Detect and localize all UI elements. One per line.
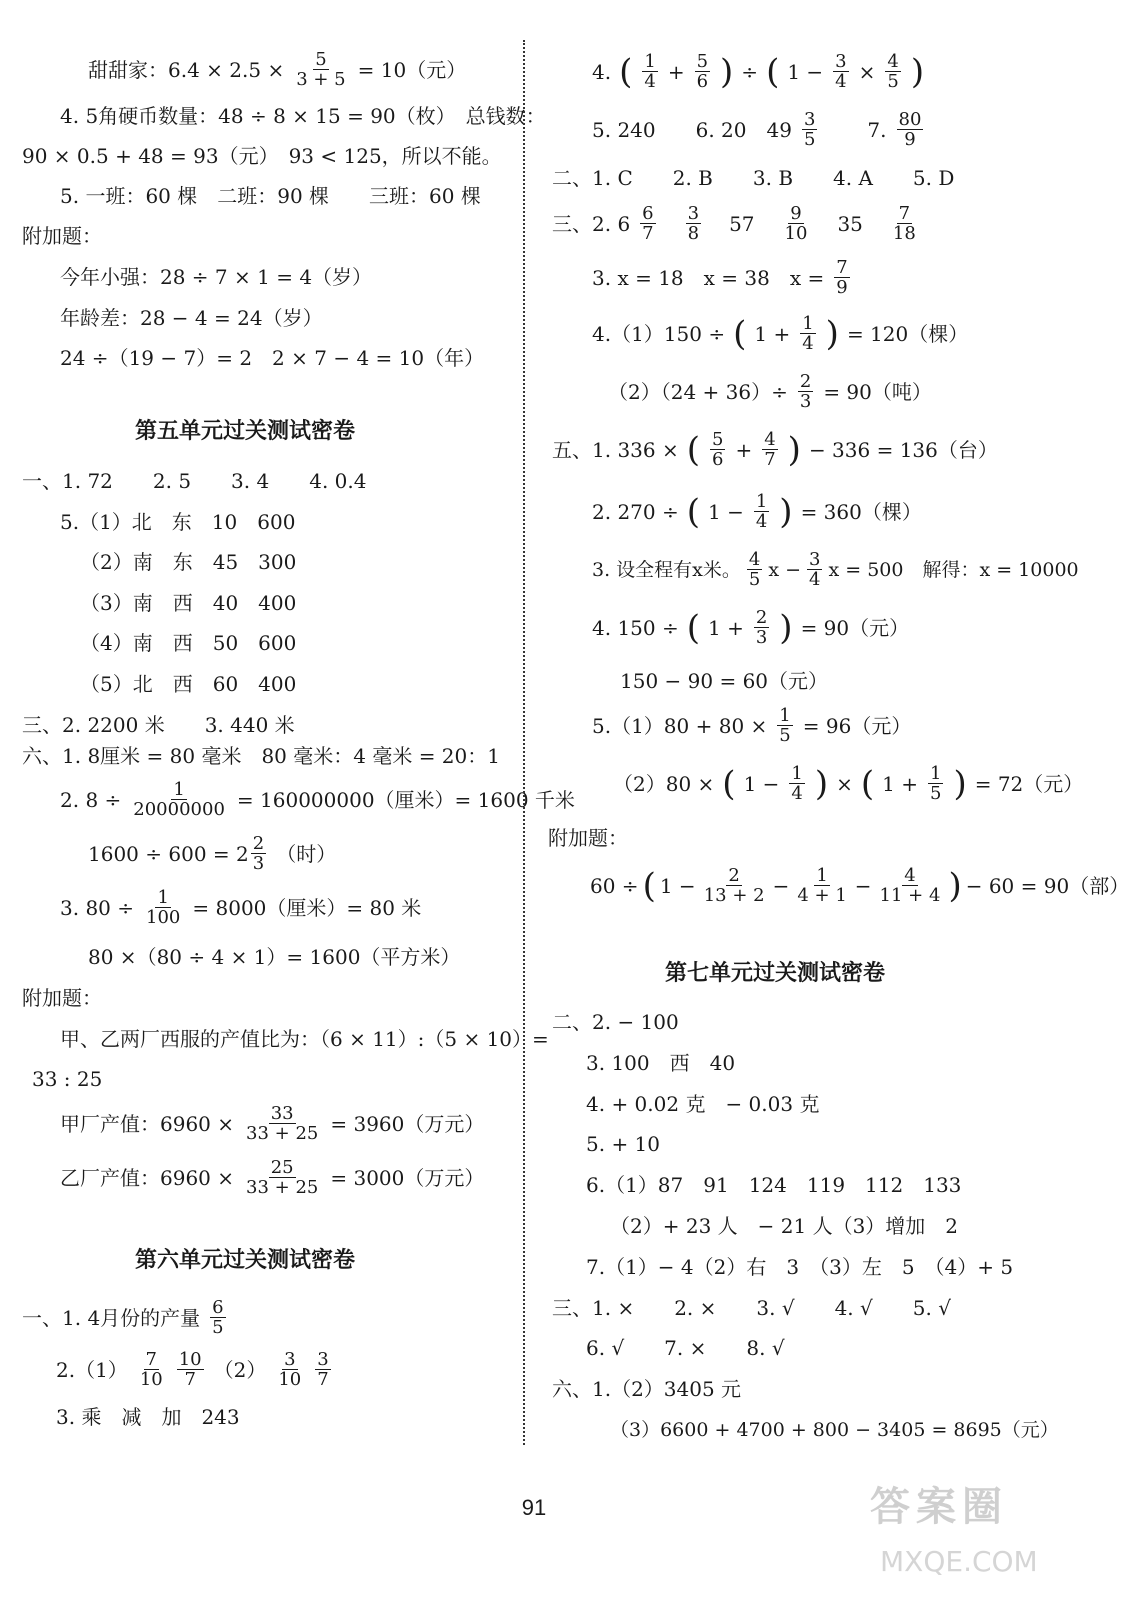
text: （2）80 × [613, 771, 715, 796]
fraction: $\frac{4}{11 + 4}$ [879, 865, 941, 906]
text: = 90（元） [800, 615, 910, 640]
fraction: $\frac{6}{7}$ [642, 203, 654, 244]
text: 5.（1）80 + 80 × [592, 713, 768, 738]
answer-line [88, 834, 336, 873]
watermark-url: MXQE.COM [880, 1545, 1038, 1578]
answer-line: 3. 100 西 40 [586, 1051, 736, 1075]
text: 1 − [787, 59, 824, 84]
answer-line [608, 372, 932, 411]
fraction: $\frac{6}{5}$ [212, 1297, 224, 1338]
page-number: 91 [521, 1495, 547, 1520]
fraction: $\frac{7}{10}$ [139, 1349, 163, 1390]
text: 1 + [708, 615, 744, 640]
text: 2. 270 ÷ [592, 499, 679, 524]
text: 一、1. 4月份的产量 [22, 1305, 201, 1330]
fraction: $\frac{2}{13 + 2}$ [703, 865, 765, 906]
fraction: $\frac{7}{9}$ [836, 257, 848, 298]
text: （2）（24 + 36）÷ [608, 379, 788, 404]
text: 3. x = 18 x = 38 x = [592, 265, 825, 290]
fraction: $\frac{7}{18}$ [892, 203, 916, 244]
section-label: 附加题： [22, 986, 102, 1010]
answer-line: 年龄差：28 − 4 = 24（岁） [60, 306, 323, 330]
text: × [858, 59, 876, 84]
text: 4. [592, 59, 612, 84]
fraction: $\frac{5}{6}$ [696, 51, 709, 92]
fraction: $\frac{5}{3 + 5}$ [296, 49, 346, 90]
text: x = 500 解得：x = 10000 [828, 558, 1079, 581]
fraction: $\frac{2}{3}$ [799, 371, 812, 412]
text: 7. [827, 117, 887, 142]
fraction: $\frac{9}{10}$ [784, 203, 808, 244]
text: 35 [837, 211, 863, 236]
text: = 3960（万元） [330, 1111, 485, 1136]
answer-line: 4. + 0.02 克 − 0.03 克 [586, 1092, 820, 1116]
fraction: $\frac{2}{3}$ [252, 833, 265, 874]
answer-line: （5）北 西 60 400 [80, 672, 297, 696]
fraction: $\frac{5}{6}$ [712, 429, 724, 470]
text: 甲厂产值：6960 × [60, 1111, 235, 1136]
fraction: $\frac{1}{4}$ [791, 763, 803, 804]
fraction: $\frac{3}{4}$ [809, 549, 821, 590]
answer-line: 三、1. × 2. × 3. √ 4. √ 5. √ [552, 1296, 951, 1320]
section-heading: 第七单元过关测试密卷 [665, 961, 886, 986]
answer-line: 六、1.（2）3405 元 [552, 1377, 742, 1401]
fraction: $\frac{1}{4 + 1}$ [797, 865, 847, 906]
text: 4.（1）150 ÷ [592, 321, 726, 346]
text: 1 + [754, 321, 791, 346]
answer-line: 今年小强：28 ÷ 7 × 1 = 4（岁） [60, 265, 373, 289]
right-column [535, 0, 1129, 1500]
text: = 72（元） [974, 771, 1084, 796]
answer-line [56, 1350, 333, 1389]
text: − [772, 873, 790, 898]
answer-line: （4）南 西 50 600 [80, 631, 297, 655]
answer-line: 33 : 25 [32, 1067, 103, 1091]
answer-line: 6. √ 7. × 8. √ [586, 1336, 785, 1360]
fraction: $\frac{4}{5}$ [887, 51, 899, 92]
fraction: $\frac{1}{20000000}$ [133, 779, 225, 820]
text: + [735, 437, 753, 462]
answer-line: 3. 乘 减 加 243 [56, 1405, 240, 1429]
fraction: $\frac{3}{5}$ [803, 109, 816, 150]
text: 1 − [659, 873, 696, 898]
fraction: $\frac{10}{7}$ [178, 1349, 202, 1390]
answer-line: （3）南 西 40 400 [80, 591, 297, 615]
text: + [667, 59, 685, 84]
watermark-logo [870, 1475, 1060, 1590]
fraction: $\frac{3}{8}$ [687, 203, 700, 244]
text: （2） [213, 1357, 267, 1382]
fraction: $\frac{4}{7}$ [764, 429, 776, 470]
answer-line: 2. 270 ÷ ( 1 − $\frac{1}{4}$ ) = 360（棵） [592, 491, 922, 532]
answer-line [592, 258, 852, 297]
text: − 60 = 90（部） [965, 873, 1129, 898]
answer-line [60, 1104, 484, 1143]
answer-line: 6.（1）87 91 124 119 112 133 [586, 1173, 962, 1197]
section-heading: 第五单元过关测试密卷 [135, 419, 356, 444]
answer-line: 24 ÷（19 − 7）= 2 2 × 7 − 4 = 10（年） [60, 346, 485, 370]
answer-line: 二、2. − 100 [552, 1010, 679, 1034]
text: 乙厂产值：6960 × [60, 1165, 235, 1190]
fraction: $\frac{25}{33 + 25}$ [246, 1157, 319, 1198]
fraction: $\frac{3}{7}$ [317, 1349, 329, 1390]
text: 1 + [882, 771, 918, 796]
text: = 8000（厘米）= 80 米 [192, 895, 422, 920]
text: − 336 = 136（台） [808, 437, 998, 462]
answer-line: 二、1. C 2. B 3. B 4. A 5. D [552, 166, 955, 190]
text: x − [768, 558, 802, 581]
answer-line: 7.（1）− 4（2）右 3 （3）左 5 （4）+ 5 [586, 1255, 1014, 1279]
text: − [854, 873, 872, 898]
text: 60 ÷ [590, 873, 639, 898]
answer-line: 5.（1）北 东 10 600 [60, 510, 296, 534]
text: 三、2. 6 [552, 211, 631, 236]
answer-line: （3）6600 + 4700 + 800 − 3405 = 8695（元） [610, 1419, 1059, 1441]
text: 1600 ÷ 600 = 2 [88, 841, 249, 866]
answer-line [60, 888, 421, 927]
fraction: $\frac{1}{100}$ [146, 887, 181, 928]
answer-line [60, 1158, 484, 1197]
text: = 10（元） [357, 57, 467, 82]
answer-line: （2）+ 23 人 − 21 人（3）增加 2 [610, 1214, 959, 1238]
watermark-title: 答案圈 [870, 1484, 1008, 1530]
answer-line: 80 ×（80 ÷ 4 × 1）= 1600（平方米） [88, 945, 461, 969]
text: 1 − [743, 771, 780, 796]
answer-line [592, 550, 1079, 589]
answer-line [22, 1298, 228, 1337]
left-column [0, 0, 575, 1500]
answer-line: （2）南 东 45 300 [80, 550, 297, 574]
answer-line: （2）80 × ( 1 − $\frac{1}{4}$ ) × ( 1 + $\frac{1}{5}$ ) = 72（元） [613, 763, 1084, 804]
answer-line: 甲、乙两厂西服的产值比为：（6 × 11）:（5 × 10）= [60, 1027, 549, 1051]
section-heading: 第六单元过关测试密卷 [135, 1248, 356, 1273]
text: 2. 8 ÷ [60, 787, 122, 812]
answer-line: 4. 5角硬币数量：48 ÷ 8 × 15 = 90（枚） 总钱数： [60, 104, 546, 128]
fraction: $\frac{1}{5}$ [930, 763, 942, 804]
fraction: $\frac{1}{4}$ [644, 51, 656, 92]
fraction: $\frac{2}{3}$ [755, 607, 768, 648]
text: ÷ [741, 59, 759, 84]
fraction: $\frac{3}{4}$ [835, 51, 847, 92]
fraction: $\frac{33}{33 + 25}$ [246, 1103, 319, 1144]
answer-line [592, 706, 911, 745]
text: 4. 150 ÷ [592, 615, 679, 640]
text: 57 [729, 211, 755, 236]
text: 3. 设全程有x米。 [592, 558, 741, 581]
answer-line [88, 50, 466, 89]
text: 五、1. 336 × [552, 437, 679, 462]
answer-line: 90 × 0.5 + 48 = 93（元） 93 < 125，所以不能。 [22, 144, 502, 168]
text: 1 − [708, 499, 744, 524]
text: × [836, 771, 853, 796]
text: 2.（1） [56, 1357, 128, 1382]
text: 5. 240 6. 20 49 [592, 117, 792, 142]
answer-line [60, 780, 575, 819]
fraction: $\frac{1}{5}$ [779, 705, 791, 746]
answer-line: 三、2. 2200 米 3. 440 米 [22, 713, 295, 737]
section-label: 附加题： [22, 224, 102, 248]
answer-line: 4. ( $\frac{1}{4}$ + $\frac{5}{6}$ ) ÷ ( 1 − $\frac{3}{4}$ × $\frac{4}{5}$ ) [592, 51, 925, 92]
fraction: $\frac{4}{5}$ [748, 549, 761, 590]
answer-line: 4. 150 ÷ ( 1 + $\frac{2}{3}$ ) = 90（元） [592, 607, 910, 648]
fraction: $\frac{80}{9}$ [898, 109, 922, 150]
answer-line: 六、1. 8厘米 = 80 毫米 80 毫米：4 毫米 = 20：1 [22, 744, 500, 768]
text: = 90（吨） [823, 379, 932, 404]
text: = 96（元） [802, 713, 912, 738]
text: = 3000（万元） [330, 1165, 485, 1190]
answer-line: 150 − 90 = 60（元） [620, 669, 829, 693]
fraction: $\frac{1}{4}$ [755, 491, 768, 532]
answer-line [552, 204, 920, 243]
text: = 160000000（厘米）= 1600 千米 [236, 787, 575, 812]
text: 甜甜家：6.4 × 2.5 × [88, 57, 285, 82]
answer-line: 5. + 10 [586, 1132, 661, 1156]
section-label: 附加题： [548, 826, 628, 850]
text: = 360（棵） [800, 499, 922, 524]
fraction: $\frac{3}{10}$ [278, 1349, 302, 1390]
answer-line: 5. 一班：60 棵 二班：90 棵 三班：60 棵 [60, 184, 481, 208]
text: （时） [276, 841, 337, 866]
text: = 120（棵） [846, 321, 969, 346]
answer-line [592, 110, 925, 149]
text: 3. 80 ÷ [60, 895, 135, 920]
answer-line: 4.（1）150 ÷ ( 1 + $\frac{1}{4}$ ) = 120（棵） [592, 313, 969, 354]
answer-line: 一、1. 72 2. 5 3. 4 4. 0.4 [22, 469, 367, 493]
answer-line: 60 ÷ ( 1 − $\frac{2}{13 + 2}$ − $\frac{1}{4 + 1}$ − $\frac{4}{11 + 4}$ ) − 60 = 90（部） [590, 865, 1129, 906]
answer-line: 五、1. 336 × ( $\frac{5}{6}$ + $\frac{4}{7}$ ) − 336 = 136（台） [552, 429, 998, 470]
column-divider [523, 40, 525, 1445]
fraction: $\frac{1}{4}$ [802, 313, 814, 354]
